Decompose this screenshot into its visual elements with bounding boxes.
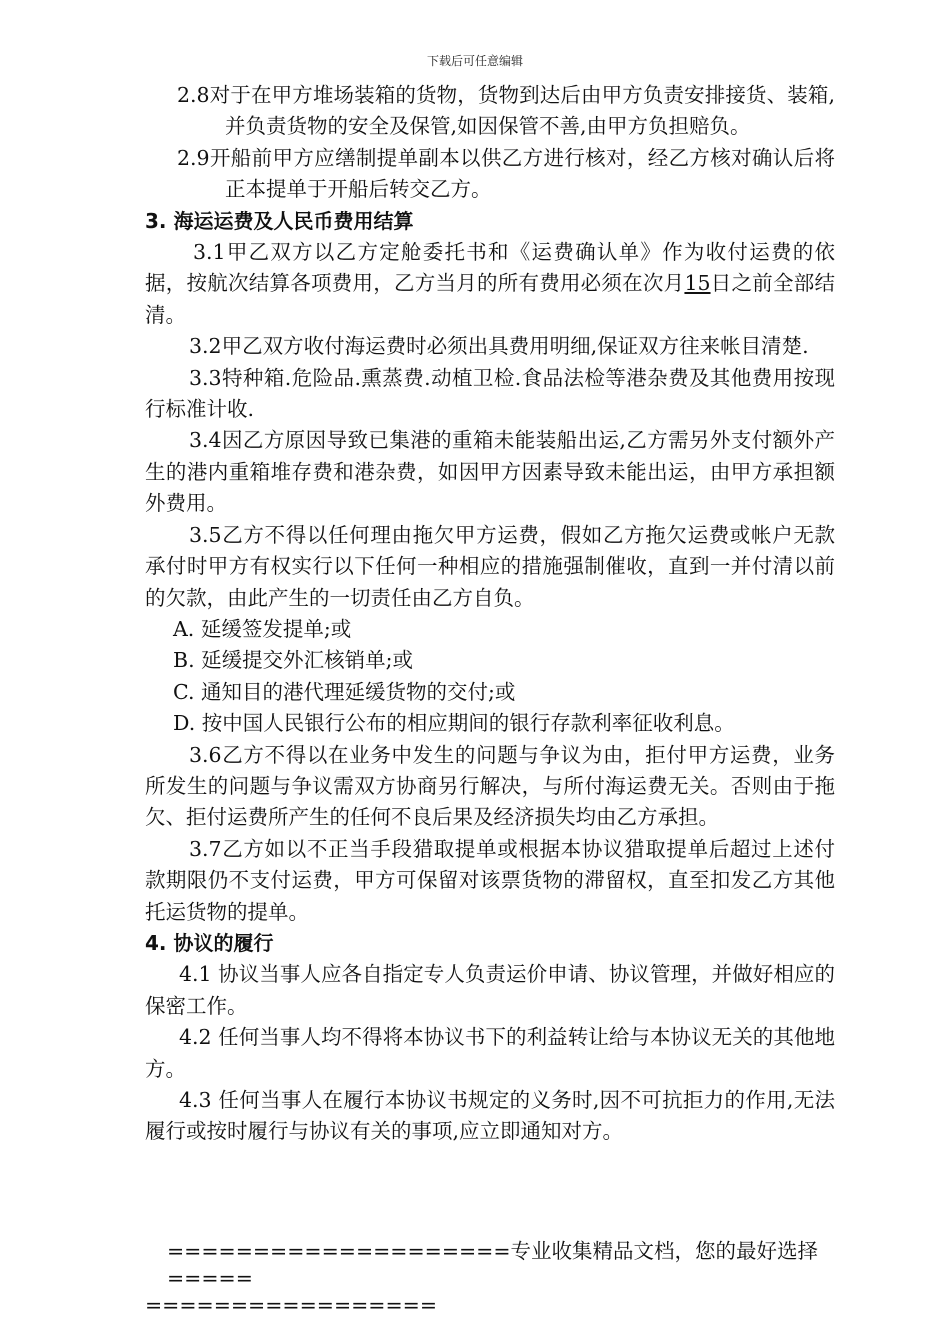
clause-3-6: 3.6乙方不得以在业务中发生的问题与争议为由，拒付甲方运费，业务所发生的问题与争议需双方协商另行解决，与所付海运费无关。否则由于拖欠、拒付运费所产生的任何不良后果及经济损失均由乙方承担。 bbox=[145, 742, 835, 830]
option-b: B. 延缓提交外汇核销单;或 bbox=[173, 648, 414, 673]
clause-4-2: 4.2 任何当事人均不得将本协议书下的利益转让给与本协议无关的其他地方。 bbox=[145, 1025, 835, 1081]
clause-4-1: 4.1 协议当事人应各自指定专人负责运价申请、协议管理，并做好相应的保密工作。 bbox=[145, 962, 835, 1018]
clause-3-1 bbox=[145, 237, 835, 331]
footer-line-1: ====================专业收集精品文档，您的最好选择===== bbox=[167, 1239, 819, 1290]
page-footer bbox=[145, 1238, 835, 1319]
option-d: D. 按中国人民银行公布的相应期间的银行存款利率征收利息。 bbox=[173, 711, 735, 736]
clause-3-1-text-b: 日之前全部结清。 bbox=[145, 271, 836, 327]
section-4-heading: 4. 协议的履行 bbox=[145, 930, 274, 955]
option-c: C. 通知目的港代理延缓货物的交付;或 bbox=[173, 679, 516, 704]
clause-3-3: 3.3特种箱.危险品.熏蒸费.动植卫检.食品法检等港杂费及其他费用按现行标准计收. bbox=[145, 365, 835, 422]
clause-3-1-day: 15 bbox=[684, 271, 711, 296]
clause-3-1-text-a: 3.1甲乙双方以乙方定舱委托书和《运费确认单》作为收付运费的依据，按航次结算各项费用，乙方当月的所有费用必须在次月 bbox=[145, 240, 835, 296]
clause-3-2: 3.2甲乙双方收付海运费时必须出具费用明细,保证双方往来帐目清楚. bbox=[189, 334, 809, 359]
clause-2-8: 2.8对于在甲方堆场装箱的货物，货物到达后由甲方负责安排接货、装箱,并负责货物的安全及保管,如因保管不善,由甲方负担赔负。 bbox=[177, 83, 835, 139]
footer-line-2: ================= bbox=[145, 1293, 438, 1317]
clause-4-3: 4.3 任何当事人在履行本协议书规定的义务时,因不可抗拒力的作用,无法履行或按时履行与协议有关的事项,应立即通知对方。 bbox=[145, 1088, 835, 1144]
clause-3-4: 3.4因乙方原因导致已集港的重箱未能装船出运,乙方需另外支付额外产生的港内重箱堆存费和港杂费，如因甲方因素导致未能出运，由甲方承担额外费用。 bbox=[145, 428, 835, 516]
section-3-heading: 3. 海运运费及人民币费用结算 bbox=[145, 208, 414, 233]
document-body bbox=[145, 80, 835, 1148]
option-a: A. 延缓签发提单;或 bbox=[173, 616, 352, 641]
clause-2-9: 2.9开船前甲方应缮制提单副本以供乙方进行核对，经乙方核对确认后将正本提单于开船后转交乙方。 bbox=[177, 145, 835, 202]
page-header: 下载后可任意编辑 bbox=[426, 54, 523, 68]
clause-3-5: 3.5乙方不得以任何理由拖欠甲方运费，假如乙方拖欠运费或帐户无款承付时甲方有权实行以下任何一种相应的措施强制催收，直到一并付清以前的欠款，由此产生的一切责任由乙方自负。 bbox=[145, 522, 835, 610]
clause-3-7: 3.7乙方如以不正当手段猎取提单或根据本协议猎取提单后超过上述付款期限仍不支付运费，甲方可保留对该票货物的滞留权，直至扣发乙方其他托运货物的提单。 bbox=[145, 836, 835, 924]
